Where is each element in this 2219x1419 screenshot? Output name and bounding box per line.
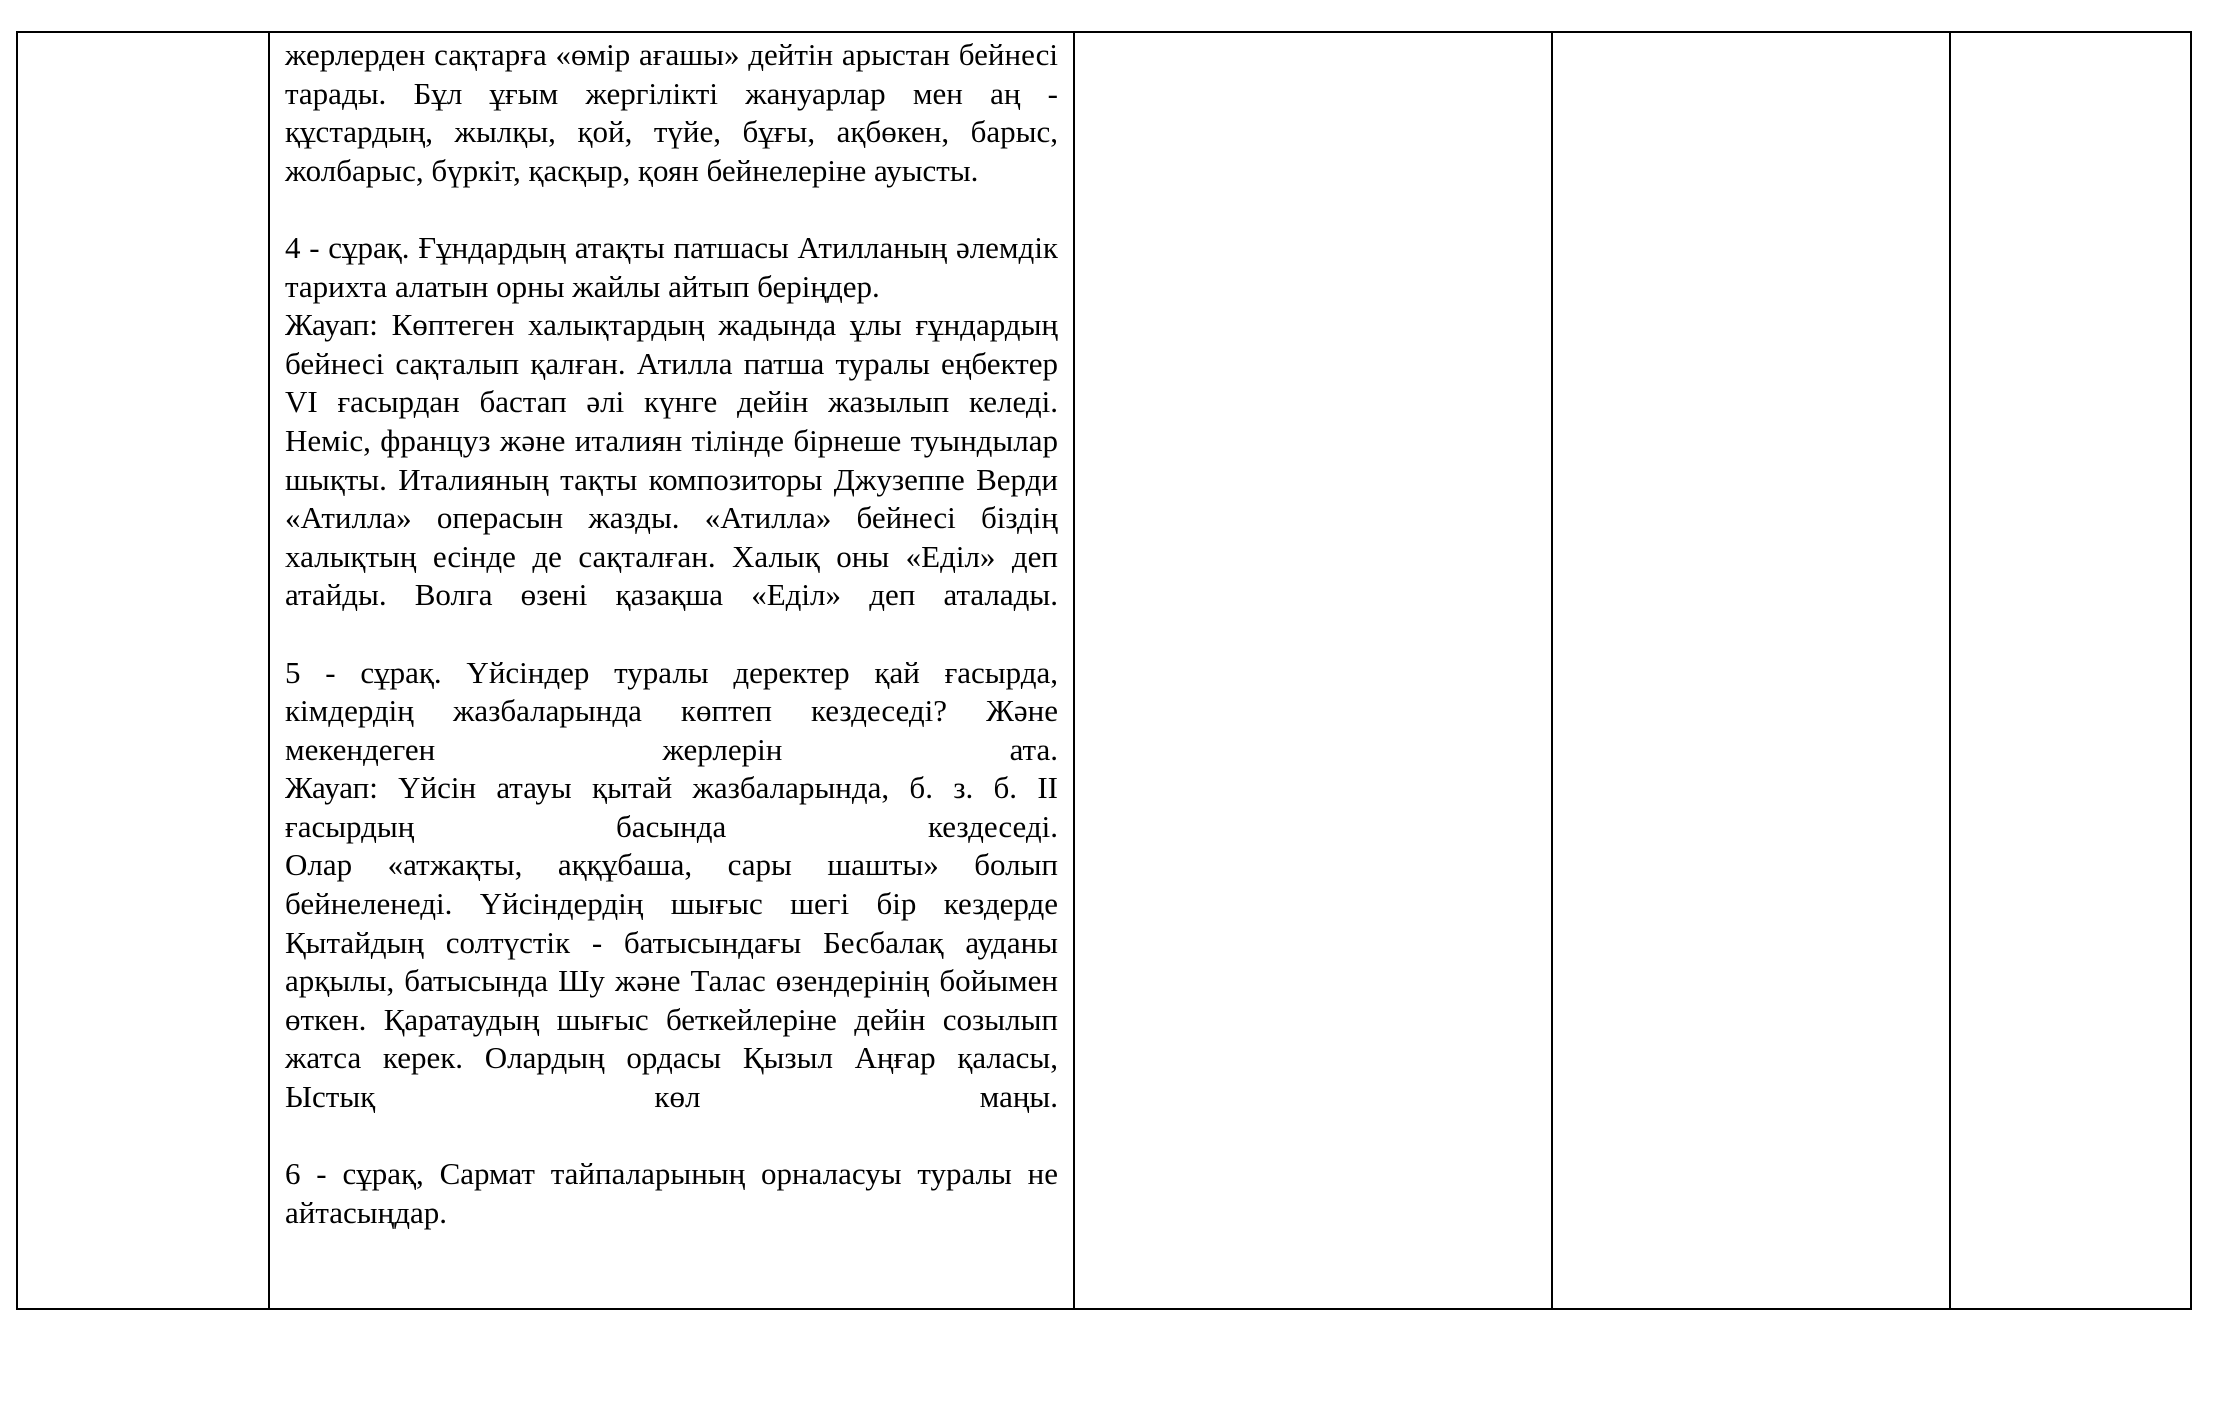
table-cell-empty-1	[17, 32, 269, 1309]
question-5: 5 - сұрақ. Үйсіндер туралы деректер қай ғасырда, кімдердің жазбаларында көптеп кездеседі? Және мекендеген жерлерін ата.	[285, 654, 1058, 767]
paragraph-gap	[285, 1117, 1058, 1156]
answer-5-part-1: Жауап: Үйсін атауы қытай жазбаларында, б. з. б. ІІ ғасырдың басында кездеседі.	[285, 770, 1058, 844]
table-cell-content	[269, 32, 1074, 1309]
paragraph-intro: жерлерден сақтарға «өмір ағашы» дейтін арыстан бейнесі тарады. Бұл ұғым жергілікті жануарлар мен аң - құстардың, жылқы, қой, түйе, бұғы, ақбөкен, барыс, жолбарыс, бүркіт, қасқыр, қоян бейнелеріне ауысты.	[285, 37, 1058, 188]
question-6: 6 - сұрақ, Сармат тайпаларының орналасуы туралы не айтасыңдар.	[285, 1156, 1058, 1230]
paragraph-gap	[285, 615, 1058, 654]
document-table	[16, 31, 2192, 1310]
content-text	[270, 33, 1073, 1232]
answer-5-part-2: Олар «атжақты, аққұбаша, сары шашты» болып бейнеленеді. Үйсіндердің шығыс шегі бір кездерде Қытайдың солтүстік - батысындағы Бесбалақ ауданы арқылы, батысында Шу және Талас өзендерінің бойымен өткен. Қаратаудың шығыс беткейлеріне дейін созылып жатса керек. Олардың ордасы Қызыл Аңғар қаласы, Ыстық көл маңы.	[285, 847, 1058, 1115]
question-4: 4 - сұрақ. Ғұндардың атақты патшасы Атилланың әлемдік тарихта алатын орны жайлы айтып беріңдер.	[285, 229, 1058, 304]
paragraph-gap	[285, 190, 1058, 229]
table-cell-empty-4	[1552, 32, 1950, 1309]
answer-4: Жауап: Көптеген халықтардың жадында ұлы ғұндардың бейнесі сақталып қалған. Атилла патша туралы еңбектер VI ғасырдан бастап әлі күнге дейін жазылып келеді. Неміс, француз және италиян тілінде бірнеше туындылар шықты. Италияның тақты композиторы Джузеппе Верди «Атилла» операсын жазды. «Атилла» бейнесі біздің халықтың есінде де сақталған. Халық оны «Еділ» деп атайды. Волга өзені қазақша «Еділ» деп аталады.	[285, 307, 1058, 613]
table-cell-empty-5	[1950, 32, 2191, 1309]
table-cell-empty-3	[1074, 32, 1552, 1309]
table-row	[17, 32, 2191, 1309]
